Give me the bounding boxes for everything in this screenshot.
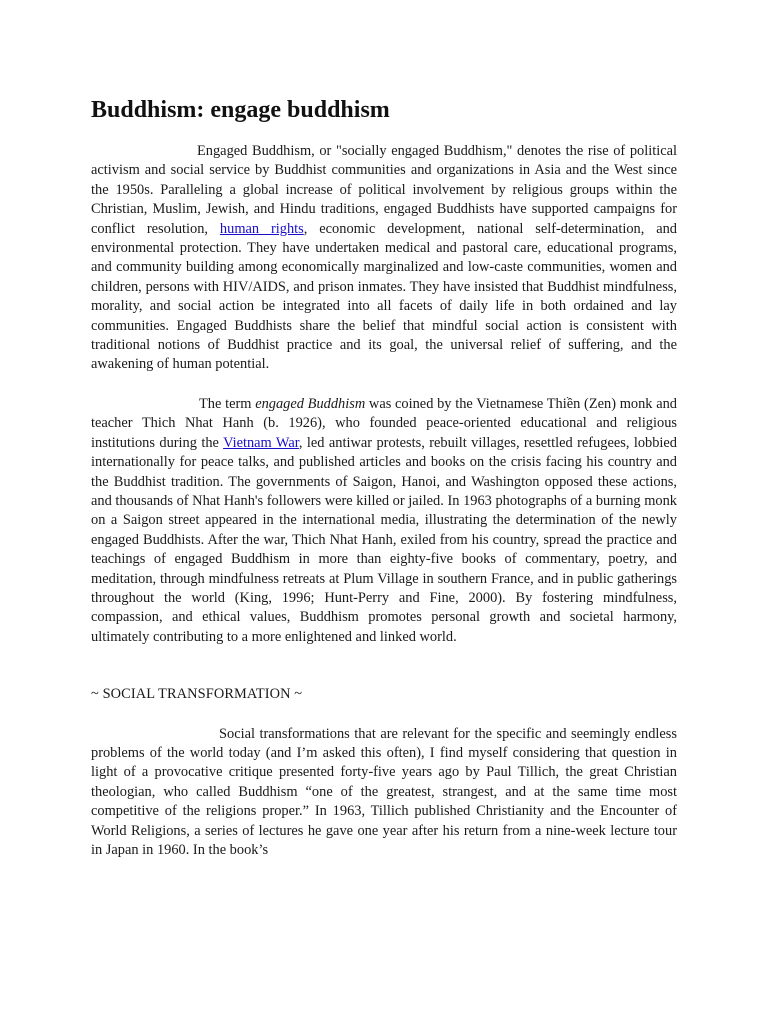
section-heading: ~ SOCIAL TRANSFORMATION ~	[91, 686, 303, 703]
italic-term: engaged Buddhism	[255, 395, 366, 412]
paragraph-social-transformation: Social transformations that are relevant for the specific and seemingly endless problems of the world today (and I’m asked this often), I find myself considering that question in light of a provocative critique presented forty-five years ago by Paul Tillich, the great Christian theologian, who called Buddhism “one of the greatest, strangest, and at the same time most competitive of the religions proper.” In 1963, Tillich published Christianity and the Encounter of World Religions, a series of lectures he gave one year after his return from a nine-week lecture tour in Japan in 1960. In the book’s	[91, 725, 677, 858]
human-rights-link[interactable]: human rights	[219, 220, 304, 237]
paragraph-text: , economic development, national self-determination, and environmental protection. They have undertaken medical and pastoral care, educational programs, and community building among economically marginalized and low-caste communities, women and children, persons with HIV/AIDS, and prison inmates. They have insisted that Buddhist mindfulness, morality, and social action be integrated into all facets of daily life in both ordained and lay communities. Engaged Buddhists share the belief that mindful social action is consistent with traditional notions of Buddhist practice and its goal, the universal relief of suffering, and the awakening of human potential.	[91, 220, 677, 373]
document-page	[91, 96, 677, 860]
vietnam-war-link[interactable]: Vietnam War	[223, 434, 299, 451]
paragraph-text: Engaged Buddhism, or "socially engaged Buddhism," denotes the rise of political activism and social service by Buddhist communities and organizations in Asia and the West since the 1950s. Paralleling a global increase of political involvement by religious groups within the Christian, Muslim, Jewish, and Hindu traditions, engaged Buddhists have supported campaigns for conflict resolution,	[91, 143, 677, 237]
paragraph-text: was coined by the Vietnamese Thiền (Zen) monk and teacher Thich Nhat Hanh (b. 1926), who founded peace-oriented educational and religious institutions during the	[91, 395, 677, 451]
paragraph-term-origin	[91, 395, 677, 647]
paragraph-text: , led antiwar protests, rebuilt villages, resettled refugees, lobbied internationally for peace talks, and published articles and books on the crisis facing his country and the Buddhist tradition. The governments of Saigon, Hanoi, and Washington opposed these actions, and thousands of Nhat Hanh's followers were killed or jailed. In 1963 photographs of a burning monk on a Saigon street appeared in the international media, illustrating the determination of the newly engaged Buddhists. After the war, Thich Nhat Hanh, exiled from his country, spread the practice and teachings of engaged Buddhism in more than eighty-five books of commentary, poetry, and meditation, through mindfulness retreats at Plum Village in southern France, and in public gatherings throughout the world (King, 1996; Hunt-Perry and Fine, 2000). By fostering mindfulness, compassion, and ethical values, Buddhism promotes personal growth and societal harmony, ultimately contributing to a more enlightened and linked world.	[91, 434, 677, 645]
paragraph-engaged-buddhism	[91, 142, 677, 375]
page-title: Buddhism: engage buddhism	[91, 97, 390, 123]
paragraph-text: The term	[199, 395, 256, 412]
